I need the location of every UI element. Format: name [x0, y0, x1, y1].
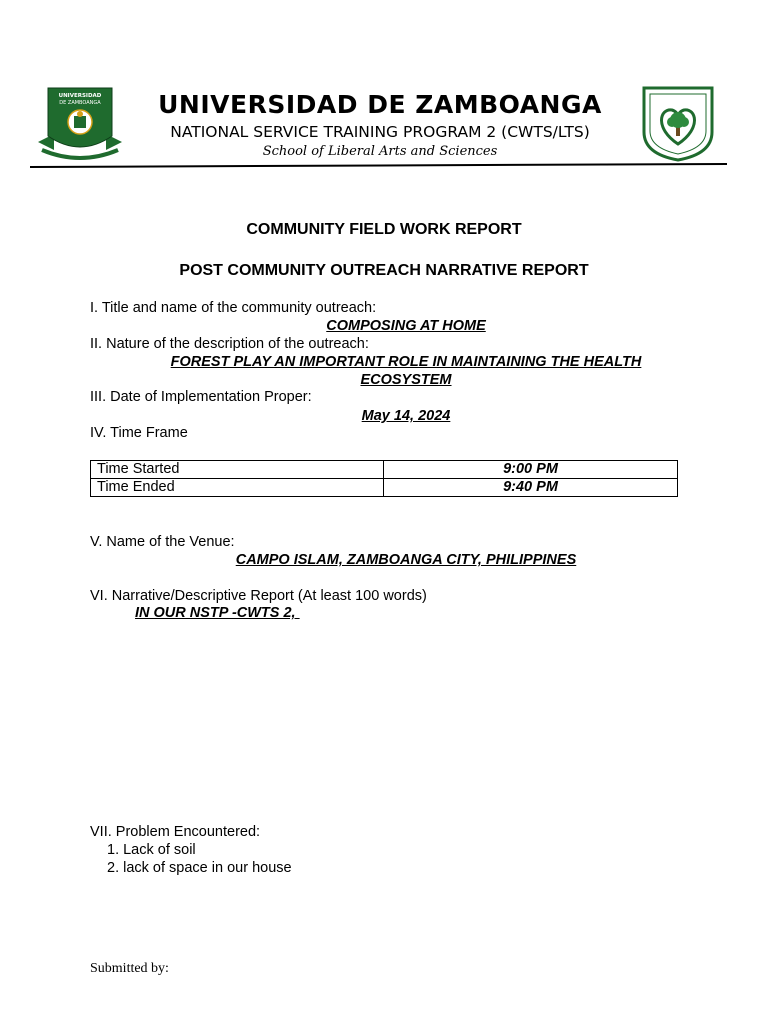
section-5-label: V. Name of the Venue:: [90, 534, 235, 550]
problem-item: 1. Lack of soil: [107, 842, 196, 858]
section-6-label: VI. Narrative/Descriptive Report (At least 100 words): [90, 588, 427, 604]
section-2-value-line2: ECOSYSTEM: [360, 372, 452, 388]
problem-item: 2. lack of space in our house: [107, 860, 292, 876]
university-name: UNIVERSIDAD DE ZAMBOANGA: [158, 90, 602, 119]
time-ended-label: Time Ended: [91, 479, 384, 497]
time-started-value: 9:00 PM: [384, 461, 678, 479]
table-row: [91, 479, 678, 497]
section-4-label: IV. Time Frame: [90, 425, 188, 441]
section-2-label: II. Nature of the description of the outreach:: [90, 336, 369, 352]
time-ended-value: 9:40 PM: [384, 479, 678, 497]
school-shield-logo: [640, 84, 716, 162]
section-1-label: I. Title and name of the community outreach:: [90, 300, 377, 316]
section-7-label: VII. Problem Encountered:: [90, 824, 261, 840]
time-frame-table: [90, 460, 678, 497]
submitted-by-label: Submitted by:: [90, 961, 169, 976]
svg-text:DE ZAMBOANGA: DE ZAMBOANGA: [59, 100, 101, 106]
report-title: COMMUNITY FIELD WORK REPORT: [246, 221, 522, 238]
svg-text:UNIVERSIDAD: UNIVERSIDAD: [58, 93, 102, 99]
university-seal-logo: [34, 84, 126, 162]
school-name: School of Liberal Arts and Sciences: [262, 144, 498, 159]
report-subtitle: POST COMMUNITY OUTREACH NARRATIVE REPORT: [179, 262, 589, 279]
section-3-value: May 14, 2024: [361, 408, 451, 424]
section-2-value-line1: FOREST PLAY AN IMPORTANT ROLE IN MAINTAINING THE HEALTH: [170, 354, 642, 370]
time-started-label: Time Started: [91, 461, 384, 479]
section-5-value: CAMPO ISLAM, ZAMBOANGA CITY, PHILIPPINES: [235, 552, 577, 568]
program-name: NATIONAL SERVICE TRAINING PROGRAM 2 (CWTS/LTS): [170, 123, 590, 141]
narrative-text: IN OUR NSTP -CWTS 2,: [135, 605, 300, 621]
section-1-value: COMPOSING AT HOME: [326, 318, 486, 334]
header-divider: [30, 163, 727, 168]
section-3-label: III. Date of Implementation Proper:: [90, 389, 312, 405]
document-header: [0, 0, 768, 180]
table-row: [91, 461, 678, 479]
